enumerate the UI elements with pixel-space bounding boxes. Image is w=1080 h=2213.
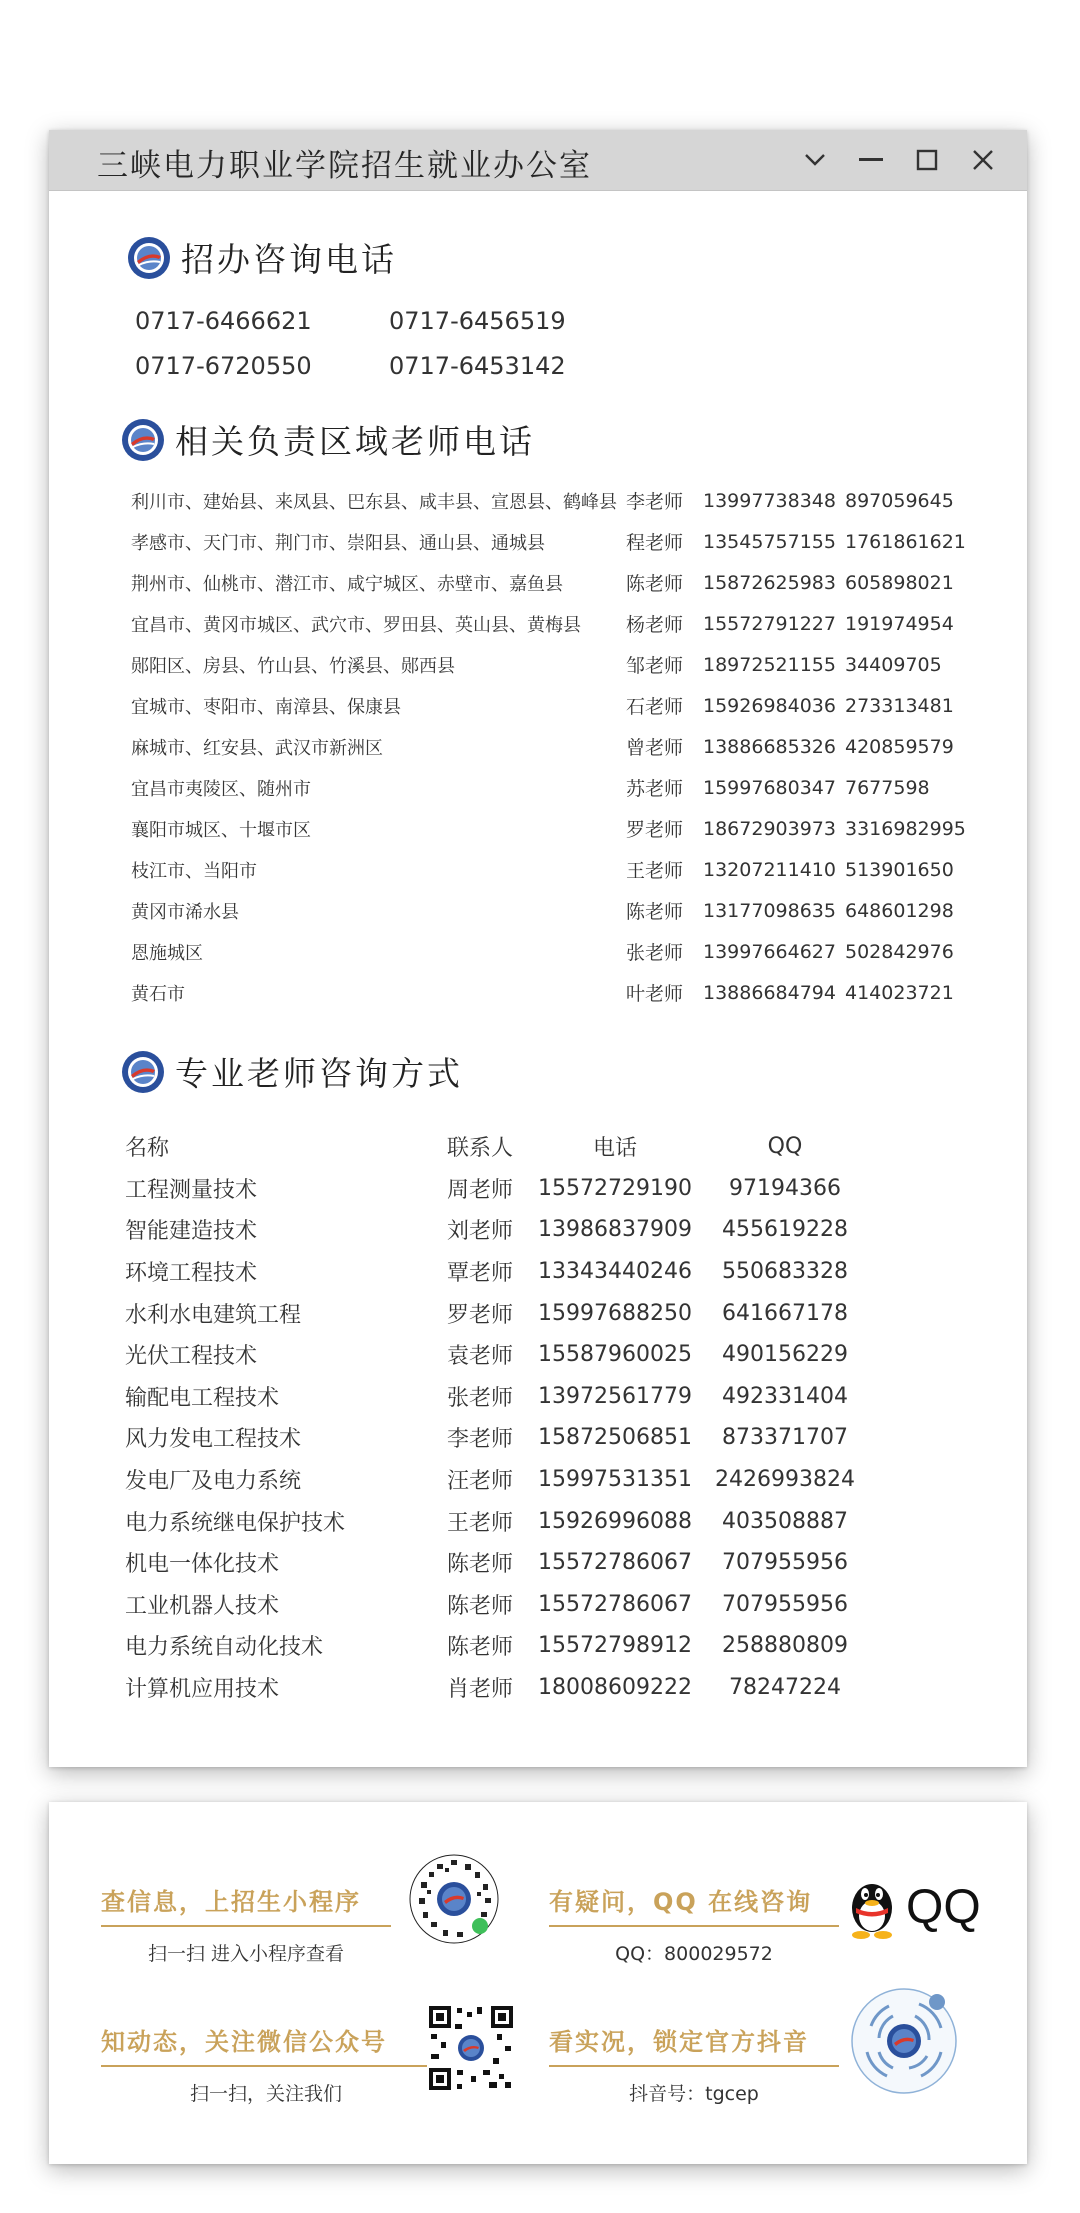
qq-cell[interactable]: 455619228 <box>722 1217 848 1243</box>
footer-wechat <box>101 2022 431 2106</box>
table-row <box>131 849 1011 890</box>
office-phone[interactable]: 0717-6456519 <box>389 306 566 335</box>
close-icon[interactable] <box>965 142 1001 178</box>
contact-cell: 刘老师 <box>446 1219 513 1245</box>
contact-cell: 王老师 <box>446 1510 513 1536</box>
major-name-cell: 智能建造技术 <box>125 1219 258 1245</box>
section-majors-header <box>121 1048 463 1095</box>
region-cell: 荆州市、仙桃市、潜江市、咸宁城区、赤壁市、嘉鱼县 <box>131 573 563 595</box>
teacher-cell: 石老师 <box>626 696 684 718</box>
table-row <box>125 1168 925 1210</box>
title-bar[interactable] <box>49 130 1027 191</box>
qq-cell[interactable]: 605898021 <box>845 571 954 594</box>
wechat-title: 知动态，关注微信公众号 <box>101 2022 431 2067</box>
teacher-cell: 陈老师 <box>626 573 684 595</box>
section-title: 专业老师咨询方式 <box>175 1054 463 1093</box>
table-row <box>125 1667 925 1709</box>
column-header-phone: 电话 <box>592 1136 637 1162</box>
office-phone-list <box>135 298 643 388</box>
qq-cell[interactable]: 3316982995 <box>845 817 966 840</box>
douyin-title: 看实况，锁定官方抖音 <box>549 2022 839 2067</box>
qq-logo-text: QQ <box>906 1880 981 1934</box>
qq-consult-title: 有疑问，QQ 在线咨询 <box>549 1882 839 1927</box>
office-phone[interactable]: 0717-6453142 <box>389 351 566 380</box>
major-name-cell: 计算机应用技术 <box>125 1677 280 1703</box>
qq-cell[interactable]: 897059645 <box>845 489 954 512</box>
phone-cell[interactable]: 13997738348 <box>703 489 836 512</box>
contact-cell: 张老师 <box>446 1385 513 1411</box>
column-header-name: 名称 <box>125 1136 170 1162</box>
section-regional-header <box>121 416 535 463</box>
major-name-cell: 发电厂及电力系统 <box>125 1469 302 1495</box>
phone-cell[interactable]: 15997531351 <box>538 1467 692 1493</box>
teacher-cell: 罗老师 <box>626 819 684 841</box>
qq-cell[interactable]: 2426993824 <box>715 1467 855 1493</box>
phone-cell[interactable]: 15872625983 <box>703 571 836 594</box>
wechat-qr-code-icon[interactable] <box>427 2004 515 2092</box>
qq-cell[interactable]: 550683328 <box>722 1259 848 1285</box>
contact-cell: 陈老师 <box>446 1552 513 1578</box>
teacher-cell: 陈老师 <box>626 901 684 923</box>
qq-cell[interactable]: 707955956 <box>722 1550 848 1576</box>
section-title: 招办咨询电话 <box>181 240 397 279</box>
teacher-cell: 苏老师 <box>626 778 684 800</box>
qq-penguin-icon <box>844 1874 900 1940</box>
table-row <box>125 1542 925 1584</box>
table-row <box>125 1251 925 1293</box>
qq-cell[interactable]: 502842976 <box>845 940 954 963</box>
table-row <box>131 644 1011 685</box>
table-row <box>131 726 1011 767</box>
phone-cell[interactable]: 15926984036 <box>703 694 836 717</box>
office-phone-row <box>135 298 643 343</box>
major-name-cell: 工程测量技术 <box>125 1177 258 1203</box>
section-office-header <box>127 234 397 281</box>
contact-cell: 周老师 <box>446 1177 513 1203</box>
phone-cell[interactable]: 15572791227 <box>703 612 836 635</box>
table-row <box>125 1500 925 1542</box>
qq-logo[interactable] <box>844 1874 981 1940</box>
main-window <box>49 130 1027 1767</box>
table-row <box>131 480 1011 521</box>
phone-cell[interactable]: 15872506851 <box>538 1425 692 1451</box>
douyin-account[interactable]: 抖音号：tgcep <box>629 2083 759 2105</box>
phone-cell[interactable]: 13343440246 <box>538 1259 692 1285</box>
qq-cell[interactable]: 191974954 <box>845 612 954 635</box>
phone-cell[interactable]: 13177098635 <box>703 899 836 922</box>
contact-cell: 陈老师 <box>446 1635 513 1661</box>
region-cell: 孝感市、天门市、荆门市、崇阳县、通山县、通城县 <box>131 532 545 554</box>
phone-cell[interactable]: 13207211410 <box>703 858 836 881</box>
qq-cell[interactable]: 492331404 <box>722 1383 848 1409</box>
qq-cell[interactable]: 7677598 <box>845 776 930 799</box>
region-cell: 黄石市 <box>131 983 185 1005</box>
column-header-qq: QQ <box>767 1134 803 1160</box>
phone-cell[interactable]: 13886685326 <box>703 735 836 758</box>
office-phone-row <box>135 343 643 388</box>
table-row <box>131 808 1011 849</box>
footer-douyin <box>549 2022 839 2106</box>
douyin-code-icon[interactable] <box>849 1986 959 2096</box>
phone-cell[interactable]: 15572798912 <box>538 1633 692 1659</box>
table-row <box>131 972 1011 1013</box>
phone-cell[interactable]: 15572786067 <box>538 1591 692 1617</box>
contact-cell: 袁老师 <box>446 1344 513 1370</box>
qq-cell[interactable]: 78247224 <box>729 1675 841 1701</box>
table-row <box>131 767 1011 808</box>
region-cell: 利川市、建始县、来凤县、巴东县、咸丰县、宣恩县、鹤峰县 <box>131 491 617 513</box>
qq-cell[interactable]: 97194366 <box>729 1175 841 1201</box>
footer-miniprogram <box>101 1882 391 1966</box>
phone-cell[interactable]: 13986837909 <box>538 1217 692 1243</box>
table-row <box>131 931 1011 972</box>
table-row <box>131 685 1011 726</box>
table-row <box>125 1334 925 1376</box>
table-row <box>125 1417 925 1459</box>
chevron-down-icon[interactable] <box>797 142 833 178</box>
qq-cell[interactable]: 420859579 <box>845 735 954 758</box>
college-logo-icon <box>127 236 171 280</box>
teacher-cell: 王老师 <box>626 860 684 882</box>
table-row <box>125 1459 925 1501</box>
table-header-row <box>125 1126 925 1168</box>
major-name-cell: 工业机器人技术 <box>125 1593 280 1619</box>
contact-cell: 陈老师 <box>446 1593 513 1619</box>
wechat-subtitle: 扫一扫，关注我们 <box>189 2083 342 2105</box>
teacher-cell: 叶老师 <box>626 983 684 1005</box>
major-name-cell: 环境工程技术 <box>125 1261 258 1287</box>
maximize-icon[interactable] <box>909 142 945 178</box>
window-title: 三峡电力职业学院招生就业办公室 <box>97 148 592 184</box>
college-logo-icon <box>121 1050 165 1094</box>
region-cell: 宜城市、枣阳市、南漳县、保康县 <box>131 696 401 718</box>
phone-cell[interactable]: 18972521155 <box>703 653 836 676</box>
table-row <box>125 1376 925 1418</box>
table-row <box>125 1584 925 1626</box>
section-title: 相关负责区域老师电话 <box>175 422 535 461</box>
footer-card <box>49 1802 1027 2164</box>
phone-cell[interactable]: 15926996088 <box>538 1508 692 1534</box>
region-cell: 宜昌市夷陵区、随州市 <box>131 778 311 800</box>
contact-cell: 肖老师 <box>446 1677 513 1703</box>
phone-cell[interactable]: 15572729190 <box>538 1175 692 1201</box>
major-name-cell: 光伏工程技术 <box>125 1344 258 1370</box>
contact-cell: 汪老师 <box>446 1469 513 1495</box>
window-controls <box>797 142 1001 178</box>
region-cell: 枝江市、当阳市 <box>131 860 257 882</box>
table-row <box>125 1209 925 1251</box>
table-row <box>131 890 1011 931</box>
major-name-cell: 机电一体化技术 <box>125 1552 280 1578</box>
teacher-cell: 程老师 <box>626 532 684 554</box>
teacher-cell: 李老师 <box>626 491 684 513</box>
table-row <box>125 1625 925 1667</box>
miniprogram-title: 查信息，上招生小程序 <box>101 1882 391 1927</box>
table-row <box>131 603 1011 644</box>
table-row <box>131 521 1011 562</box>
teacher-cell: 邹老师 <box>626 655 684 677</box>
qq-cell[interactable]: 258880809 <box>722 1633 848 1659</box>
major-name-cell: 风力发电工程技术 <box>125 1427 302 1453</box>
college-logo-icon <box>121 418 165 462</box>
contact-cell: 李老师 <box>446 1427 513 1453</box>
qq-cell[interactable]: 273313481 <box>845 694 954 717</box>
contact-cell: 罗老师 <box>446 1302 513 1328</box>
qq-number[interactable]: QQ：800029572 <box>615 1943 773 1965</box>
region-cell: 恩施城区 <box>131 942 203 964</box>
teacher-cell: 杨老师 <box>626 614 684 636</box>
teacher-cell: 曾老师 <box>626 737 684 759</box>
major-name-cell: 电力系统自动化技术 <box>125 1635 324 1661</box>
major-name-cell: 输配电工程技术 <box>125 1385 280 1411</box>
phone-cell[interactable]: 15587960025 <box>538 1342 692 1368</box>
miniprogram-subtitle: 扫一扫 进入小程序查看 <box>147 1943 345 1965</box>
region-cell: 宜昌市、黄冈市城区、武穴市、罗田县、英山县、黄梅县 <box>131 614 581 636</box>
qq-cell[interactable]: 641667178 <box>722 1300 848 1326</box>
phone-cell[interactable]: 18008609222 <box>538 1675 692 1701</box>
qq-cell[interactable]: 403508887 <box>722 1508 848 1534</box>
column-header-contact: 联系人 <box>446 1136 513 1162</box>
office-phone[interactable]: 0717-6466621 <box>135 306 312 335</box>
region-cell: 襄阳市城区、十堰市区 <box>131 819 311 841</box>
table-row <box>131 562 1011 603</box>
qq-cell[interactable]: 707955956 <box>722 1591 848 1617</box>
region-cell: 郧阳区、房县、竹山县、竹溪县、郧西县 <box>131 655 455 677</box>
region-cell: 麻城市、红安县、武汉市新洲区 <box>131 737 383 759</box>
phone-cell[interactable]: 13972561779 <box>538 1383 692 1409</box>
major-name-cell: 水利水电建筑工程 <box>125 1302 302 1328</box>
phone-cell[interactable]: 15997680347 <box>703 776 836 799</box>
minimize-icon[interactable] <box>853 142 889 178</box>
qq-cell[interactable]: 513901650 <box>845 858 954 881</box>
footer-qq <box>549 1882 839 1966</box>
office-phone[interactable]: 0717-6720550 <box>135 351 312 380</box>
phone-cell[interactable]: 13545757155 <box>703 530 836 553</box>
qq-cell[interactable]: 1761861621 <box>845 530 966 553</box>
table-row <box>125 1292 925 1334</box>
phone-cell[interactable]: 15997688250 <box>538 1300 692 1326</box>
qq-cell[interactable]: 648601298 <box>845 899 954 922</box>
phone-cell[interactable]: 15572786067 <box>538 1550 692 1576</box>
qq-cell[interactable]: 414023721 <box>845 981 954 1004</box>
phone-cell[interactable]: 18672903973 <box>703 817 836 840</box>
phone-cell[interactable]: 13997664627 <box>703 940 836 963</box>
miniprogram-code-icon[interactable] <box>407 1852 501 1946</box>
phone-cell[interactable]: 13886684794 <box>703 981 836 1004</box>
major-teacher-table <box>125 1126 925 1708</box>
qq-cell[interactable]: 873371707 <box>722 1425 848 1451</box>
major-name-cell: 电力系统继电保护技术 <box>125 1510 346 1536</box>
region-cell: 黄冈市浠水县 <box>131 901 239 923</box>
teacher-cell: 张老师 <box>626 942 684 964</box>
contact-cell: 覃老师 <box>446 1261 513 1287</box>
qq-cell[interactable]: 34409705 <box>845 653 942 676</box>
qq-cell[interactable]: 490156229 <box>722 1342 848 1368</box>
regional-teacher-table <box>131 480 1011 1013</box>
